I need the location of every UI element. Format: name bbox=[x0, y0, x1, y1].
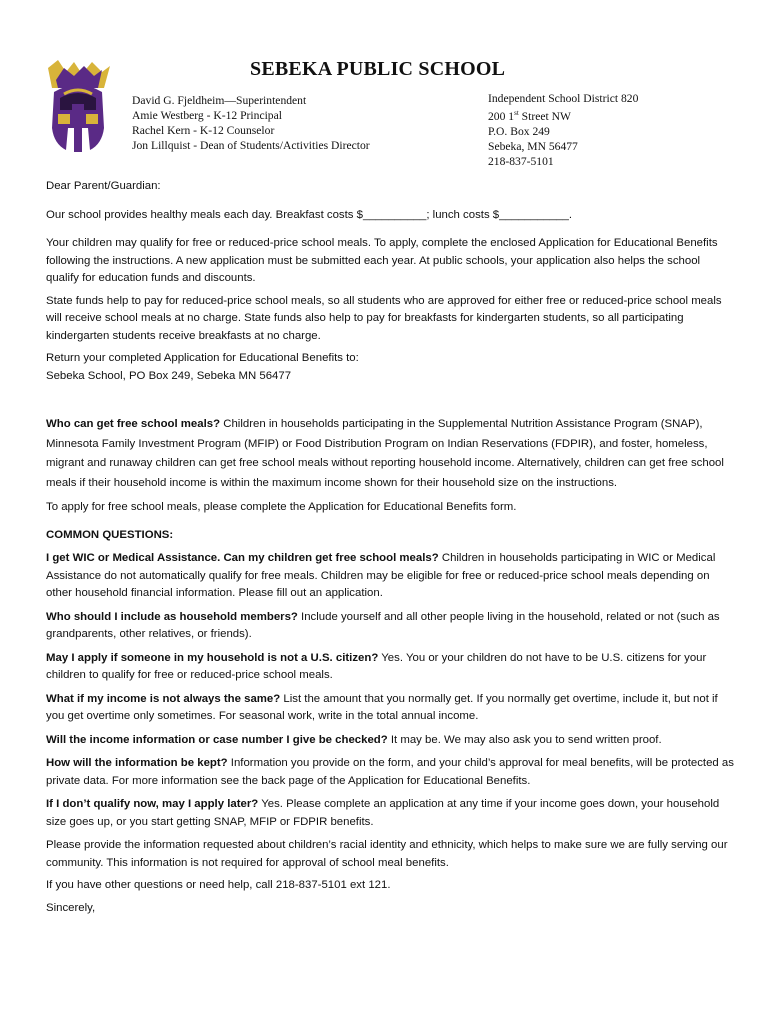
faq-question: May I apply if someone in my household is not a U.S. citizen? bbox=[46, 651, 379, 664]
faq-question: Will the income information or case number I give be checked? bbox=[46, 733, 388, 746]
staff-list bbox=[132, 93, 370, 153]
faq-answer: It may be. We may also ask you to send written proof. bbox=[387, 733, 662, 746]
apply-paragraph: Your children may qualify for free or reduced-price school meals. To apply, complete the enclosed Application for Educational Benefits following the instructions. A new application must be submitted each year. At public schools, your application also helps the school qualify for education funds and discounts. bbox=[46, 237, 718, 284]
faq-item bbox=[46, 550, 736, 603]
return-line-1: Return your completed Application for Educational Benefits to: bbox=[46, 352, 359, 364]
faq-answer: Yes. Please complete an application at any time if your income goes down, your household size goes up, or you start getting SNAP, MFIP or FDPIR benefits. bbox=[46, 798, 720, 828]
po-box: P.O. Box 249 bbox=[488, 124, 550, 138]
faq-question: I get WIC or Medical Assistance. Can my children get free school meals? bbox=[46, 552, 439, 564]
spartan-helmet-logo-icon bbox=[44, 58, 112, 154]
to-apply-paragraph: To apply for free school meals, please complete the Application for Educational Benefits form. bbox=[46, 501, 517, 513]
who-eligible-paragraph bbox=[46, 415, 736, 493]
return-line-2: Sebeka School, PO Box 249, Sebeka MN 56477 bbox=[46, 369, 292, 382]
district-name: Independent School District 820 bbox=[488, 92, 639, 105]
staff-counselor: Rachel Kern - K-12 Counselor bbox=[132, 124, 275, 137]
faq-answer: Include yourself and all other people living in the household, related or not (such as grandparents, other relatives, or friends). bbox=[46, 610, 720, 640]
faq-item bbox=[46, 755, 736, 790]
faq-list bbox=[46, 550, 736, 831]
faq-item bbox=[46, 609, 736, 644]
staff-superintendent: David G. Fjeldheim—Superintendent bbox=[132, 94, 307, 107]
district-address bbox=[488, 91, 638, 169]
contact-paragraph: If you have other questions or need help, call 218-837-5101 ext 121. bbox=[46, 879, 391, 891]
staff-principal: Amie Westberg - K-12 Principal bbox=[132, 109, 282, 122]
city-state-zip: Sebeka, MN 56477 bbox=[488, 139, 578, 153]
phone-number: 218-837-5101 bbox=[488, 154, 554, 168]
faq-answer: Yes. You or your children do not have to be U.S. citizens for your children to qualify for free or reduced-price school meals. bbox=[46, 651, 707, 681]
closing: Sincerely, bbox=[46, 901, 96, 914]
school-title: SEBEKA PUBLIC SCHOOL bbox=[250, 58, 506, 80]
salutation: Dear Parent/Guardian: bbox=[46, 180, 161, 192]
faq-item bbox=[46, 650, 736, 685]
faq-answer: Children in households participating in WIC or Medical Assistance do not automatically qualify for free meals. Children may be eligible for free or reduced-price school meals depending on other household financial information. Please fill out an application. bbox=[46, 552, 716, 599]
common-questions-heading: COMMON QUESTIONS: bbox=[46, 528, 174, 541]
meals-cost-paragraph: Our school provides healthy meals each day. Breakfast costs $__________; lunch costs $___________. bbox=[46, 208, 572, 221]
faq-answer: List the amount that you normally get. If you normally get overtime, include it, but not if you get overtime only sometimes. For seasonal work, write in the total annual income. bbox=[46, 692, 718, 722]
faq-item bbox=[46, 732, 736, 750]
ethnicity-paragraph: Please provide the information requested about children’s racial identity and ethnicity, which helps to make sure we are fully serving our community. This information is not required for approval of school meal benefits. bbox=[46, 839, 728, 869]
who-eligible-answer: Children in households participating in the Supplemental Nutrition Assistance Program (SNAP), Minnesota Family Investment Program (MFIP) or Food Distribution Program on Indian Reservations (FDPIR), and foster, homeless, migrant and runaway children can get free school meals without reporting household income. Alternatively, children can get free school meals if their household income is within the maximum income shown for their household size on the instructions. bbox=[46, 418, 724, 489]
faq-question: What if my income is not always the same? bbox=[46, 692, 281, 705]
faq-item bbox=[46, 691, 736, 726]
faq-question: If I don’t qualify now, may I apply later? bbox=[46, 798, 259, 810]
staff-dean: Jon Lillquist - Dean of Students/Activities Director bbox=[132, 139, 370, 152]
faq-item bbox=[46, 796, 736, 831]
letter-body bbox=[46, 178, 736, 922]
faq-question: How will the information be kept? bbox=[46, 757, 228, 769]
street-address: 200 1st Street NW bbox=[488, 109, 571, 123]
return-paragraph bbox=[46, 350, 736, 385]
state-funds-paragraph: State funds help to pay for reduced-price school meals, so all students who are approved for either free or reduced-price school meals will receive school meals at no charge. State funds also help to pay for breakfasts for kindergarten students, so all participating kindergarten students receive breakfasts at no charge. bbox=[46, 294, 722, 342]
faq-answer: Information you provide on the form, and your child’s approval for meal benefits, will be protected as private data. For more information see the back page of the Application for Educational Benefits. bbox=[46, 757, 734, 787]
who-eligible-question: Who can get free school meals? bbox=[46, 418, 221, 430]
faq-question: Who should I include as household members? bbox=[46, 610, 298, 623]
